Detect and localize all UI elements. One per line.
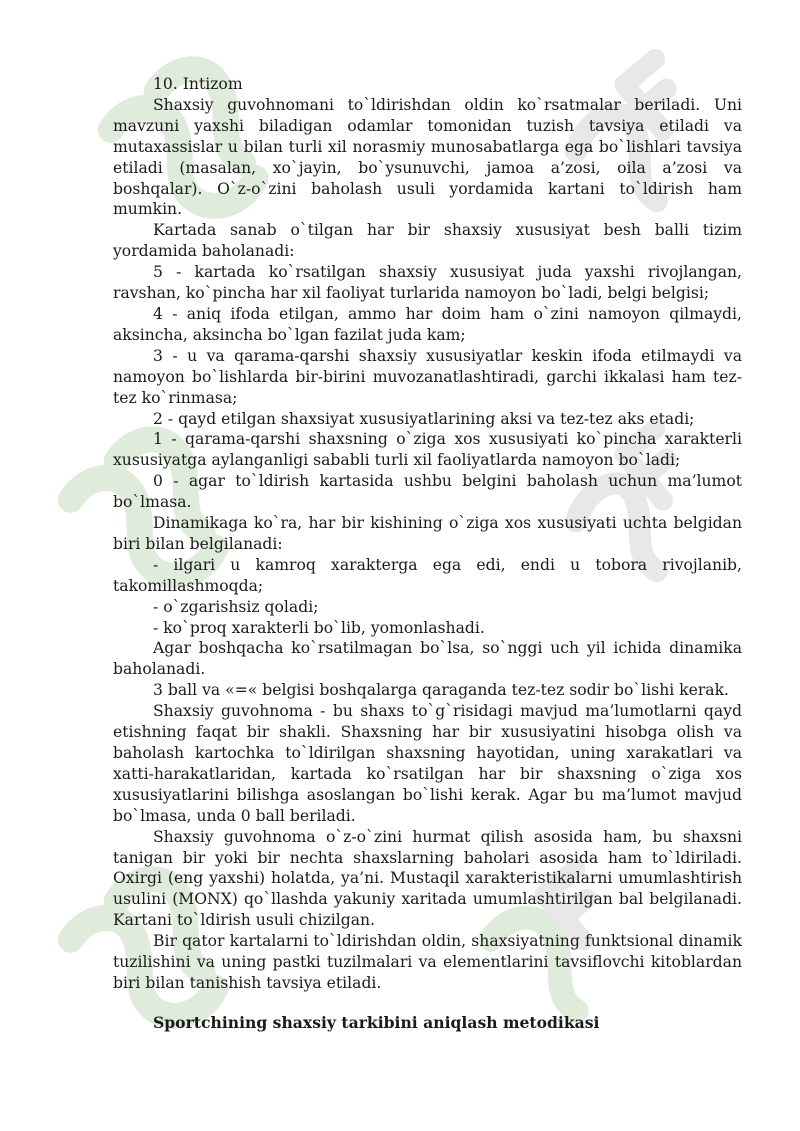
body-paragraph: Shaxsiy guvohnomani to`ldirishdan oldin ko`rsatmalar beriladi. Uni mavzuni yaxshi biladigan odamlar tomonidan tuzish tavsiya etiladi va mutaxassislar u bilan turli xil norasmiy munosabatlarga ega bo`lishlari tavsiya etiladi (masalan, xo`jayin, bo`ysunuvchi, jamoa a’zosi, oila a’zosi va boshqalar). O`z-o`zini baholash usuli yordamida kartani to`ldirish ham mumkin.	[113, 95, 742, 219]
body-paragraph: Bir qator kartalarni to`ldirishdan oldin, shaxsiyatning funktsional dinamik tuzilishini va uning pastki tuzilmalari va elementlarini tavsiflovchi kitoblardan biri bilan tanishish tavsiya etiladi.	[113, 932, 742, 992]
body-paragraph: Kartada sanab o`tilgan har bir shaxsiy xususiyat besh balli tizim yordamida baholanadi:	[113, 221, 742, 261]
rating-description: 1 - qarama-qarshi shaxsning o`ziga xos xususiyati ko`pincha xarakterli xususiyatga aylanganligi sababli turli xil faoliyatlarda namoyon bo`ladi;	[113, 430, 742, 470]
rating-description: 0 - agar to`ldirish kartasida ushbu belgini baholash uchun ma’lumot bo`lmasa.	[113, 472, 742, 512]
rating-description: 5 - kartada ko`rsatilgan shaxsiy xususiyat juda yaxshi rivojlangan, ravshan, ko`pincha har xil faoliyat turlarida namoyon bo`ladi, belgi belgisi;	[113, 263, 742, 303]
body-paragraph: Shaxsiy guvohnoma - bu shaxs to`g`risidagi mavjud ma’lumotlarni qayd etishning faqat bir shakli. Shaxsning har bir xususiyatini hisobga olish va baholash kartochka to`ldirilgan shaxsning hayotidan, uning xarakatlari va xatti-harakatlaridan, kartada ko`rsatilgan har bir shaxsning o`ziga xos xususiyatlarini bilishga asoslangan bo`lishi kerak. Agar bu ma’lumot mavjud bo`lmasa, unda 0 ball beriladi.	[113, 702, 742, 825]
dynamics-item: - ko`proq xarakterli bo`lib, yomonlashadi.	[153, 618, 485, 637]
section-title: Sportchining shaxsiy tarkibini aniqlash metodikasi	[153, 1012, 600, 1032]
rating-description: 3 - u va qarama-qarshi shaxsiy xususiyatlar keskin ifoda etilmaydi va namoyon bo`lishlarda bir-birini muvozanatlashtiradi, garchi ikkalasi ham tez-tez ko`rinmasa;	[113, 346, 742, 407]
rating-description: 4 - aniq ifoda etilgan, ammo har doim ham o`zini namoyon qilmaydi, aksincha, aksincha bo`lgan fazilat juda kam;	[113, 304, 742, 344]
dynamics-item: - o`zgarishsiz qoladi;	[153, 597, 319, 616]
body-paragraph: Dinamikaga ko`ra, har bir kishining o`ziga xos xususiyati uchta belgidan biri bilan belgilanadi:	[113, 514, 742, 553]
body-paragraph: Agar boshqacha ko`rsatilmagan bo`lsa, so`nggi uch yil ichida dinamika baholanadi.	[113, 639, 742, 679]
body-paragraph: 3 ball va «=« belgisi boshqalarga qaraganda tez-tez sodir bo`lishi kerak.	[153, 681, 730, 700]
document-body	[113, 74, 742, 1034]
rating-description: 2 - qayd etilgan shaxsiyat xususiyatlarining aksi va tez-tez aks etadi;	[153, 409, 695, 428]
dynamics-item: - ilgari u kamroq xarakterga ega edi, endi u tobora rivojlanib, takomillashmoqda;	[113, 555, 742, 595]
body-paragraph: Shaxsiy guvohnoma o`z-o`zini hurmat qilish asosida ham, bu shaxsni tanigan bir yoki bir nechta shaxslarning baholari asosida ham to`ldiriladi. Oxirgi (eng yaxshi) holatda, ya’ni. Mustaqil xarakteristikalarni umumlashtirish usulini (MONX) qo`llashda yakuniy xaritada umumlashtirilgan bal belgilanadi. Kartani to`ldirish usuli chizilgan.	[113, 827, 742, 930]
list-item-heading: 10. Intizom	[153, 75, 243, 93]
